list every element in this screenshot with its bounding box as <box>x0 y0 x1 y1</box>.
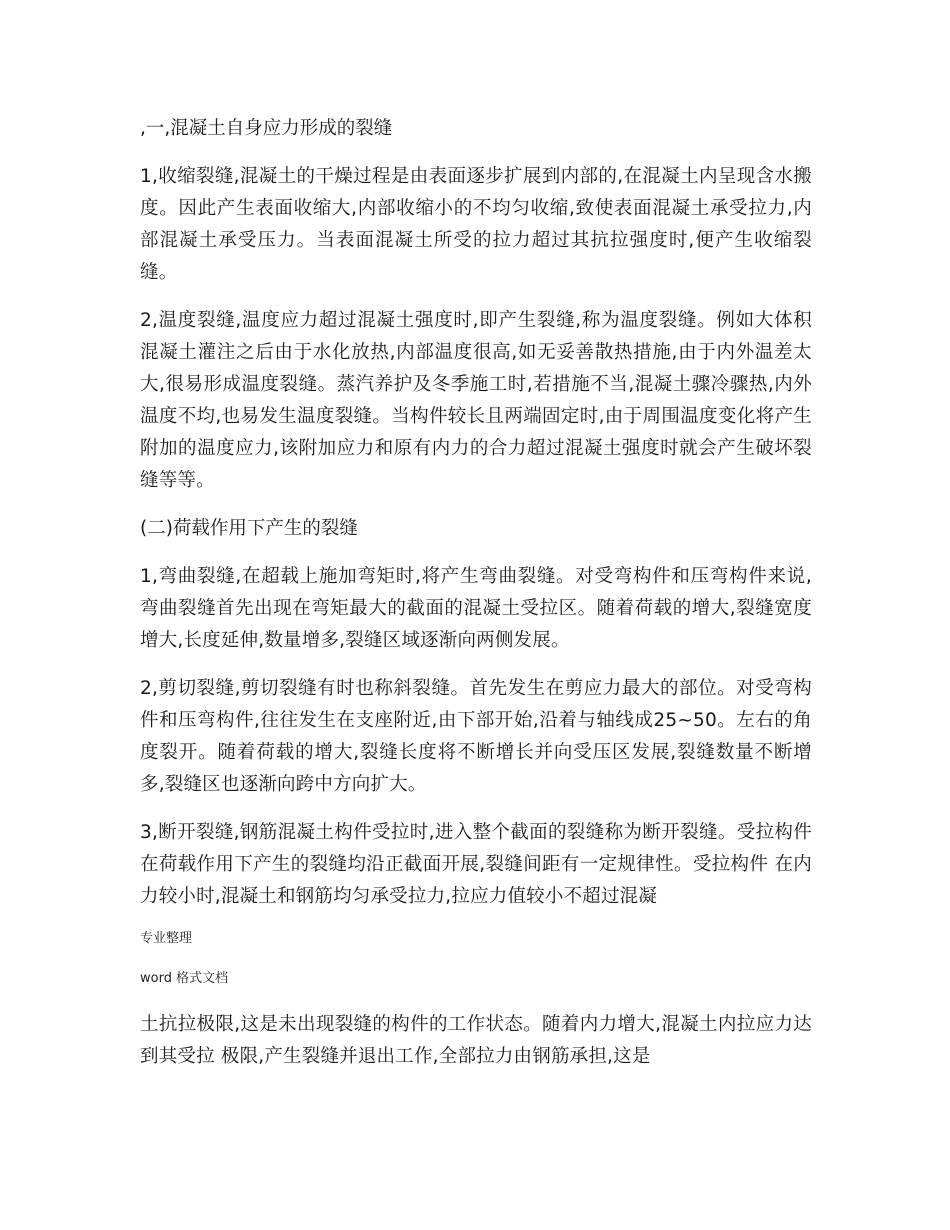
document-body <box>140 113 812 1089</box>
section-heading-1: ,一,混凝土自身应力形成的裂缝 <box>140 118 393 139</box>
page-header-label: word 格式文档 <box>140 971 229 986</box>
paragraph-continuation: 土抗拉极限,这是未出现裂缝的构件的工作状态。随着内力增大,混凝土内拉应力达到其受拉 极限,产生裂缝并退出工作,全部拉力由钢筋承担,这是 <box>140 1014 812 1067</box>
paragraph-temperature-crack: 2,温度裂缝,温度应力超过混凝土强度时,即产生裂缝,称为温度裂缝。例如大体积混凝土灌注之后由于水化放热,内部温度很高,如无妥善散热措施,由于内外温差太大,很易形成温度裂缝。蒸汽养护及冬季施工时,若措施不当,混凝土骤冷骤热,内外温度不均,也易发生温度裂缝。当构件较长且两端固定时,由于周围温度变化将产生附加的温度应力,该附加应力和原有内力的合力超过混凝土强度时就会产生破坏裂缝等等。 <box>140 310 812 491</box>
paragraph-shear-crack: 2,剪切裂缝,剪切裂缝有时也称斜裂缝。首先发生在剪应力最大的部位。对受弯构件和压弯构件,往往发生在支座附近,由下部开始,沿着与轴线成25~50。左右的角度裂开。随着荷载的增大,裂缝长度将不断增长并向受压区发展,裂缝数量不断增多,裂缝区也逐渐向跨中方向扩大。 <box>140 678 812 795</box>
page-footer-label: 专业整理 <box>140 931 193 946</box>
paragraph-bending-crack: 1,弯曲裂缝,在超载上施加弯矩时,将产生弯曲裂缝。对受弯构件和压弯构件来说,弯曲裂缝首先出现在弯矩最大的截面的混凝土受拉区。随着荷载的增大,裂缝宽度增大,长度延伸,数量增多,裂缝区域逐渐向两侧发展。 <box>140 566 812 651</box>
section-heading-2: (二)荷载作用下产生的裂缝 <box>140 518 358 539</box>
paragraph-tension-crack: 3,断开裂缝,钢筋混凝土构件受拉时,进入整个截面的裂缝称为断开裂缝。受拉构件在荷载作用下产生的裂缝均沿正截面开展,裂缝间距有一定规律性。受拉构件 在内力较小时,混凝土和钢筋均匀承受拉力,拉应力值较小不超过混凝 <box>140 822 812 907</box>
paragraph-shrinkage-crack: 1,收缩裂缝,混凝土的干燥过程是由表面逐步扩展到内部的,在混凝土内呈现含水搬度。因此产生表面收缩大,内部收缩小的不均匀收缩,致使表面混凝土承受拉力,内部混凝土承受压力。当表面混凝土所受的拉力超过其抗拉强度时,便产生收缩裂缝。 <box>140 166 812 283</box>
